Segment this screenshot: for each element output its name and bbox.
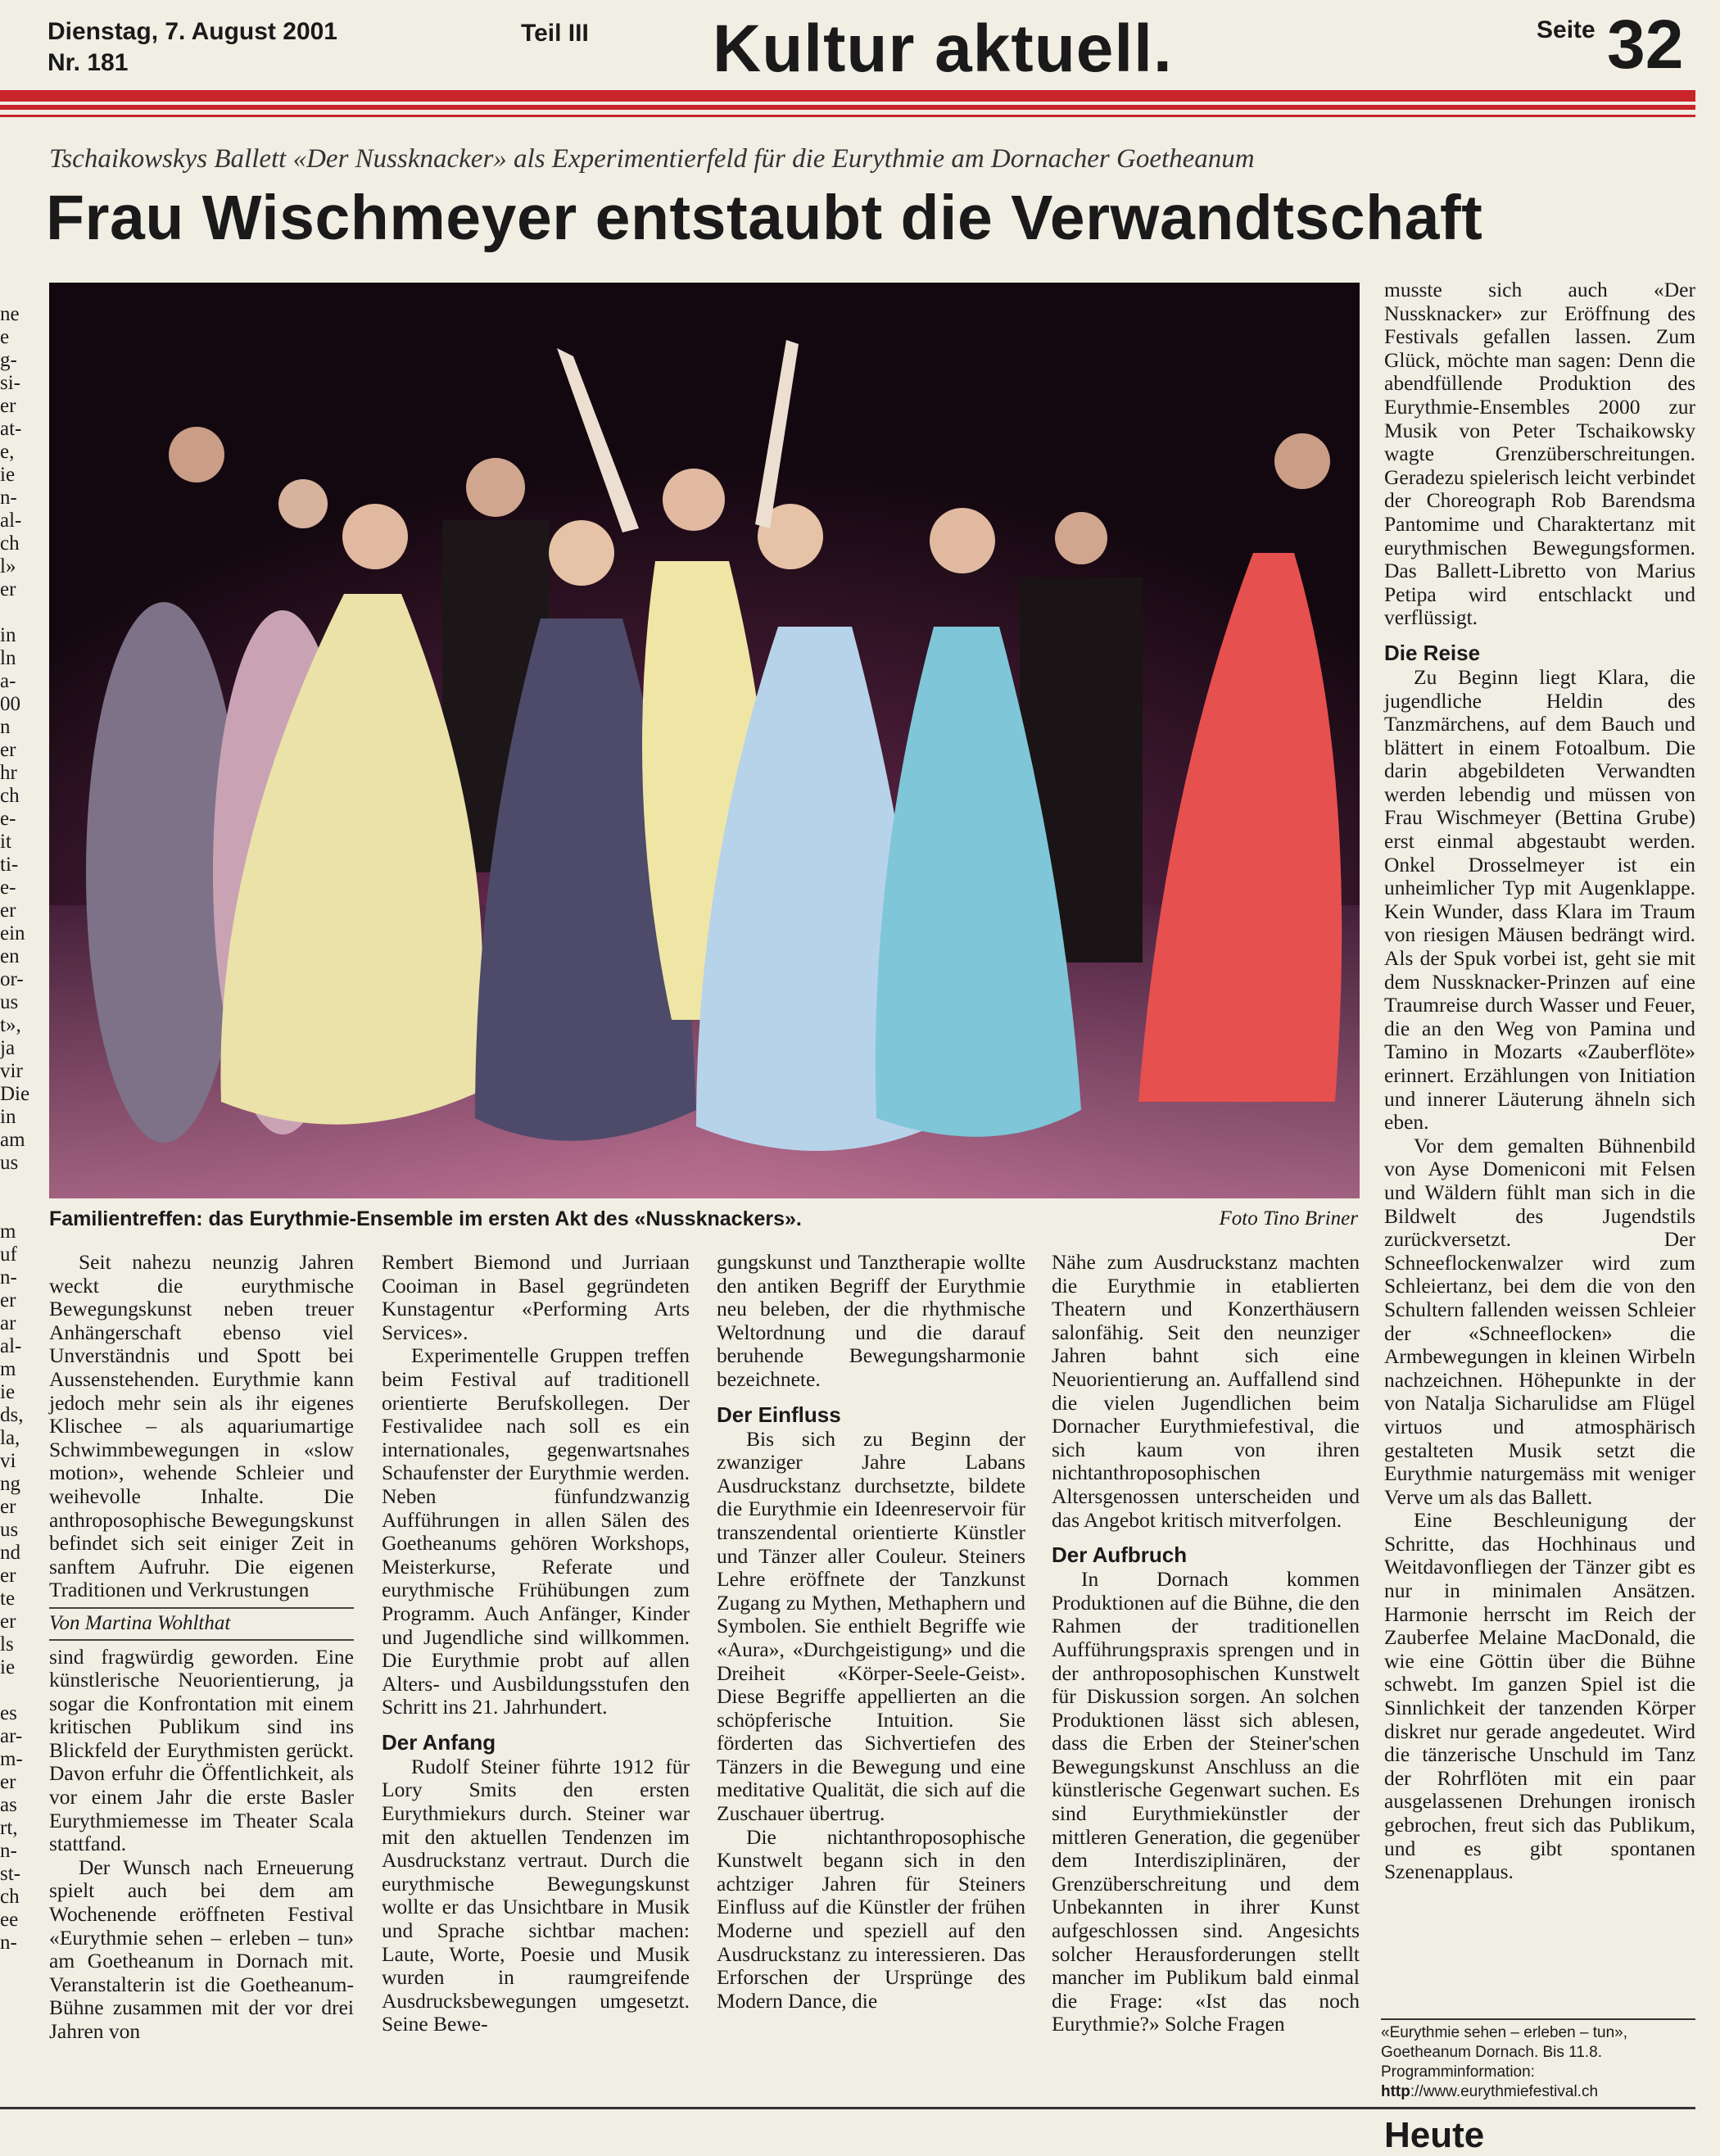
section-label: Teil III [521, 20, 589, 47]
edge-fragment: al- [0, 510, 22, 532]
edge-fragment: in [0, 624, 16, 646]
edge-fragment: at- [0, 418, 22, 440]
edge-fragment: ie [0, 1381, 16, 1403]
edge-fragment: te [0, 1588, 16, 1610]
edge-fragment: er [0, 1771, 16, 1793]
paragraph: Rembert Biemond und Jurriaan Cooiman in Basel gegründeten Kunstagentur «Performing Arts Services». [382, 1250, 690, 1344]
header-rule-thin [0, 115, 1695, 117]
footer-rule [0, 2107, 1695, 2109]
edge-fragment: er [0, 1289, 16, 1311]
subheading-anfang: Der Anfang [382, 1729, 496, 1755]
edge-fragment: n [0, 716, 11, 738]
edge-fragment: in [0, 1106, 16, 1128]
edge-fragment: n- [0, 1932, 17, 1954]
adjacent-column-fragment [0, 303, 30, 1954]
subheading-reise: Die Reise [1384, 640, 1481, 665]
edge-fragment: ie [0, 464, 16, 486]
edge-fragment: n- [0, 1266, 17, 1289]
article-kicker: Tschaikowskys Ballett «Der Nussknacker» als Experimentierfeld für die Eurythmie am Dornacher Goetheanum [49, 144, 1255, 174]
edge-fragment: g- [0, 349, 17, 371]
article-column-4 [1052, 1251, 1360, 2036]
edge-fragment: e- [0, 808, 16, 830]
edge-fragment [0, 1679, 20, 1702]
edge-fragment [0, 1175, 20, 1198]
edge-fragment: us [0, 991, 19, 1013]
edge-fragment: er [0, 1496, 16, 1518]
edge-fragment: hr [0, 762, 17, 784]
next-section-heading: Heute [1384, 2115, 1485, 2155]
edge-fragment [0, 1198, 20, 1221]
subheading-einfluss: Der Einfluss [717, 1402, 841, 1427]
edge-fragment: er [0, 739, 16, 761]
paragraph: Rudolf Steiner führte 1912 für Lory Smits den ersten Eurythmiekurs durch. Steiner war mit den aktuellen Tendenzen im Ausdruckstanz vertraut. Durch die eurythmische Bewegungskunst wollte er das Unsichtbare in Musik und Sprache sichtbar machen: Laute, Worte, Poesie und Musik wurden in raumgreifende Ausdrucksbewegungen umgesetzt. Seine Bewe- [382, 1754, 690, 2036]
edge-fragment: e, [0, 441, 15, 463]
page-title: Kultur aktuell. [713, 11, 1173, 86]
edge-fragment: m- [0, 1748, 23, 1770]
issue-number: Nr. 181 [48, 49, 129, 76]
article-column-3 [717, 1251, 1025, 2013]
edge-fragment: ja [0, 1037, 16, 1059]
edge-fragment: ein [0, 922, 25, 944]
paragraph: Eine Beschleunigung der Schritte, das Hochhinaus und Weitdavonfliegen der Tänzer gibt es nur in minimalen Ansätzen. Harmonie herrscht im Reich der Zauberfee Melaine MacDonald, die wie eine Göttin über die Bühne schwebt. Im ganzen Spiel ist die Sinnlichkeit der tanzenden Körper diskret nur gerade angedeutet. Wird die tänzerische Unschuld im Tanz der Rohrflöten mit ein paar ausgelassenen Drehungen ironisch gebrochen, freut sich das Publikum, und es gibt spontanen Szenenapplaus. [1384, 1508, 1695, 1884]
paragraph: Nähe zum Ausdruckstanz machten die Eurythmie in etablierten Theatern und Konzerthäusern salonfähig. Seit den neunziger Jahren bahnt sich eine Neuorientierung an. Auffallend sind die vielen Jugendlichen beim Dornacher Eurythmiefestival, die sich kaum von ihren nichtanthroposophischen Altersgenossen unterscheiden und das Angebot kritisch mitverfolgen. [1052, 1250, 1360, 1532]
article-column-2 [382, 1251, 690, 2036]
edge-fragment: vir [0, 1060, 23, 1082]
edge-fragment: ne [0, 303, 20, 325]
edge-fragment: ch [0, 785, 20, 807]
edge-fragment: er [0, 899, 16, 922]
edge-fragment: la, [0, 1427, 20, 1449]
edge-fragment: ln [0, 647, 16, 669]
edge-fragment: ar [0, 1312, 16, 1334]
edge-fragment: ie [0, 1656, 16, 1678]
paragraph: Seit nahezu neunzig Jahren weckt die eurythmische Bewegungskunst neben treuer Anhängerschaft ebenso viel Unverständnis und Spott bei Aussenstehenden. Eurythmie kann jedoch mehr sein als ihr eigenes Klischee – als aquariumartige Schwimmbewegungen in «slow motion», wehende Schleier und weihevolle Inhalte. Die anthroposophische Bewegungskunst befindet sich seit einiger Zeit in sanftem Aufruhr. Die eigenen Traditionen und Verkrustungen [49, 1250, 354, 1602]
event-info-box [1381, 2018, 1695, 2102]
date-line: Dienstag, 7. August 2001 [48, 18, 337, 45]
edge-fragment: l» [0, 555, 16, 578]
edge-fragment: 00 [0, 693, 20, 715]
edge-fragment: m [0, 1221, 16, 1243]
paragraph: Vor dem gemalten Bühnenbild von Ayse Domeniconi mit Felsen und Wäldern fühlt man sich in die Bildwelt des Jugendstils zurückversetzt. Der Schneeflockenwalzer wird zum Schleiertanz, bei dem die von den Schultern fallenden weissen Schleier der «Schneeflocken» die Armbewegungen in kleinen Wirbeln nachzeichnen. Höhepunkte in der von Natalja Sicharulidse am Flügel virtuos und atmosphärisch gestalteten Musik setzt die Eurythmie naturgemäss mit weniger Verve um als das Ballett. [1384, 1133, 1695, 1509]
paragraph: sind fragwürdig geworden. Eine künstlerische Neuorientierung, ja sogar die Konfrontation mit einem kritischen Publikum sind ins Blickfeld der Eurythmisten gerückt. Davon erfuhr die Öffentlichkeit, als vor einem Jahr die erste Basler Eurythmiemesse im Theater Scala stattfand. [49, 1644, 354, 1856]
paragraph: In Dornach kommen Produktionen auf die Bühne, die den Rahmen der traditionellen Aufführungspraxis sprengen und in der anthroposophischen Kunstwelt für Diskussion sorgen. An solchen Produktionen lässt sich ablesen, dass die Erben der Steiner'schen Bewegungskunst Anschluss an die künstlerische Gegenwart suchen. Es sind Eurythmiekünstler der mittleren Generation, die gegenüber dem Interdisziplinären, der Grenzüberschreitung und dem Unbekannten in ihrer Kunst aufgeschlossen sind. Angesichts solcher Herausforderungen stellt mancher im Publikum bald einmal die Frage: «Ist das noch Eurythmie?» Solche Fragen [1052, 1567, 1360, 2036]
event-url-prefix: http [1381, 2083, 1410, 2100]
paragraph: Zu Beginn liegt Klara, die jugendliche Heldin des Tanzmärchens, auf dem Bauch und blättert in einem Fotoalbum. Die darin abgebildeten Verwandten werden lebendig und müssen von Frau Wischmeyer (Bettina Grube) erst einmal abgestaubt werden. Onkel Drosselmeyer ist ein unheimlicher Typ mit Augenklappe. Kein Wunder, dass Klara im Traum von riesigen Mäusen bedrängt wird. Als der Spuk vorbei ist, geht sie mit dem Nussknacker-Prinzen auf eine Traumreise durch Wasser und Feuer, die an den Weg von Pamina und Tamino in Mozarts «Zauberflöte» erinnert. Erzählungen von Initiation und innerer Läuterung ähneln sich eben. [1384, 664, 1695, 1135]
edge-fragment: ch [0, 532, 20, 555]
edge-fragment [0, 601, 20, 624]
edge-fragment: t», [0, 1014, 21, 1036]
edge-fragment: e- [0, 876, 16, 899]
edge-fragment: n- [0, 1840, 17, 1862]
edge-fragment: ti- [0, 854, 19, 876]
edge-fragment: as [0, 1794, 17, 1816]
byline: Von Martina Wohlthat [49, 1607, 354, 1641]
paragraph: Experimentelle Gruppen treffen beim Festival auf traditionell orientierte Berufskollegen. Der Festivalidee nach soll es ein internationales, gegenwartsnahes Schaufenster der Eurythmie werden. Neben fünfundzwanzig Aufführungen in allen Sälen des Goetheanums gehören Workshops, Meisterkurse, Referate und eurythmische Frühübungen zum Programm. Auch Anfänger, Kinder und Jugendliche sind willkommen. Die Eurythmie probt auf allen Alters- und Ausbildungsstufen den Schritt ins 21. Jahrhundert. [382, 1343, 690, 1719]
event-url: ://www.eurythmiefestival.ch [1410, 2083, 1599, 2100]
photo-caption: Familientreffen: das Eurythmie-Ensemble im ersten Akt des «Nussknackers». [49, 1207, 802, 1230]
edge-fragment: ds, [0, 1404, 24, 1426]
edge-fragment: nd [0, 1542, 20, 1564]
event-info-text: «Eurythmie sehen – erleben – tun», Goetheanum Dornach. Bis 11.8. Programminformation: [1381, 2024, 1628, 2081]
edge-fragment: n- [0, 487, 17, 509]
edge-fragment: or- [0, 968, 24, 990]
article-column-5 [1384, 279, 1695, 1884]
photo-credit: Foto Tino Briner [1219, 1207, 1358, 1230]
header-rule-thick [0, 90, 1695, 102]
paragraph: gungskunst und Tanztherapie wollte den antiken Begriff der Eurythmie neu beleben, der die rhythmische Weltordnung und die darauf beruhende Bewegungsharmonie bezeichnete. [717, 1250, 1025, 1391]
paragraph: Der Wunsch nach Erneuerung spielt auch bei dem am Wochenende eröffneten Festival «Eurythmie sehen – erleben – tun» am Goetheanum in Dornach mit. Veranstalterin ist die Goetheanum-Bühne zusammen mit der vor drei Jahren von [49, 1855, 354, 2043]
edge-fragment: uf [0, 1243, 17, 1266]
edge-fragment: al- [0, 1335, 22, 1357]
edge-fragment: am [0, 1129, 25, 1151]
edge-fragment: us [0, 1519, 19, 1541]
paragraph: musste sich auch «Der Nussknacker» zur Eröffnung des Festivals gefallen lassen. Zum Glück, möchte man sagen: Denn die abendfüllende Produktion des Eurythmie-Ensembles 2000 zur Musik von Peter Tschaikowsky wagte Grenzüberschreitungen. Geradezu spielerisch leicht verbindet der Choreograph Rob Barendsma Pantomime und Charaktertanz mit eurythmischen Bewegungsformen. Das Ballett-Libretto von Marius Petipa wird entschlackt und verflüssigt. [1384, 278, 1695, 630]
paragraph: Die nichtanthroposophische Kunstwelt begann sich in den achtziger Jahren für Steiners Einfluss auf die Künstler der frühen Moderne und speziell auf den Ausdruckstanz zu interessieren. Das Erforschen der Ursprünge des Modern Dance, die [717, 1824, 1025, 2013]
edge-fragment: er [0, 1565, 16, 1587]
edge-fragment: er [0, 1610, 16, 1633]
header-rule-mid [0, 105, 1695, 110]
subheading-aufbruch: Der Aufbruch [1052, 1542, 1188, 1568]
page-number: 32 [1607, 6, 1684, 83]
edge-fragment: Die [0, 1083, 30, 1105]
ensemble-photo-illustration [49, 283, 1360, 1198]
edge-fragment: ch [0, 1886, 20, 1908]
edge-fragment: us [0, 1152, 19, 1174]
edge-fragment: es [0, 1702, 17, 1724]
edge-fragment: m [0, 1358, 16, 1380]
article-headline: Frau Wischmeyer entstaubt die Verwandtschaft [46, 183, 1483, 253]
edge-fragment: vi [0, 1450, 16, 1472]
edge-fragment: a- [0, 670, 16, 692]
article-column-1 [49, 1251, 354, 2044]
edge-fragment: er [0, 578, 16, 600]
edge-fragment: ng [0, 1473, 20, 1495]
edge-fragment: rt, [0, 1817, 18, 1839]
header-date [48, 16, 337, 79]
page-label: Seite [1537, 16, 1596, 43]
edge-fragment: en [0, 945, 20, 967]
edge-fragment: e [0, 326, 10, 348]
edge-fragment: er [0, 395, 16, 417]
paragraph: Bis sich zu Beginn der zwanziger Jahre Labans Ausdruckstanz durchsetzte, bildete die Eurythmie ein Ideenreservoir für transzendental orientierte Künstler und Tänzer aller Couleur. Steiners Lehre eröffnete der Tanzkunst Zugang zu Mythen, Methaphern und Symbolen. Sie enthielt Begriffe wie «Aura», «Durchgeistigung» und die Dreiheit «Körper-Seele-Geist». Diese Begriffe appellierten an die schöpferische Intuition. Sie förderten das Sichvertiefen des Tänzers in die Bewegung und eine meditative Qualität, die sich auf die Zuschauer übertrug. [717, 1426, 1025, 1826]
article-photo [49, 283, 1360, 1198]
edge-fragment: ee [0, 1909, 19, 1931]
edge-fragment: it [0, 831, 11, 853]
edge-fragment: st- [0, 1863, 20, 1885]
edge-fragment: ls [0, 1633, 14, 1656]
edge-fragment: si- [0, 372, 20, 394]
edge-fragment: ar- [0, 1725, 23, 1747]
